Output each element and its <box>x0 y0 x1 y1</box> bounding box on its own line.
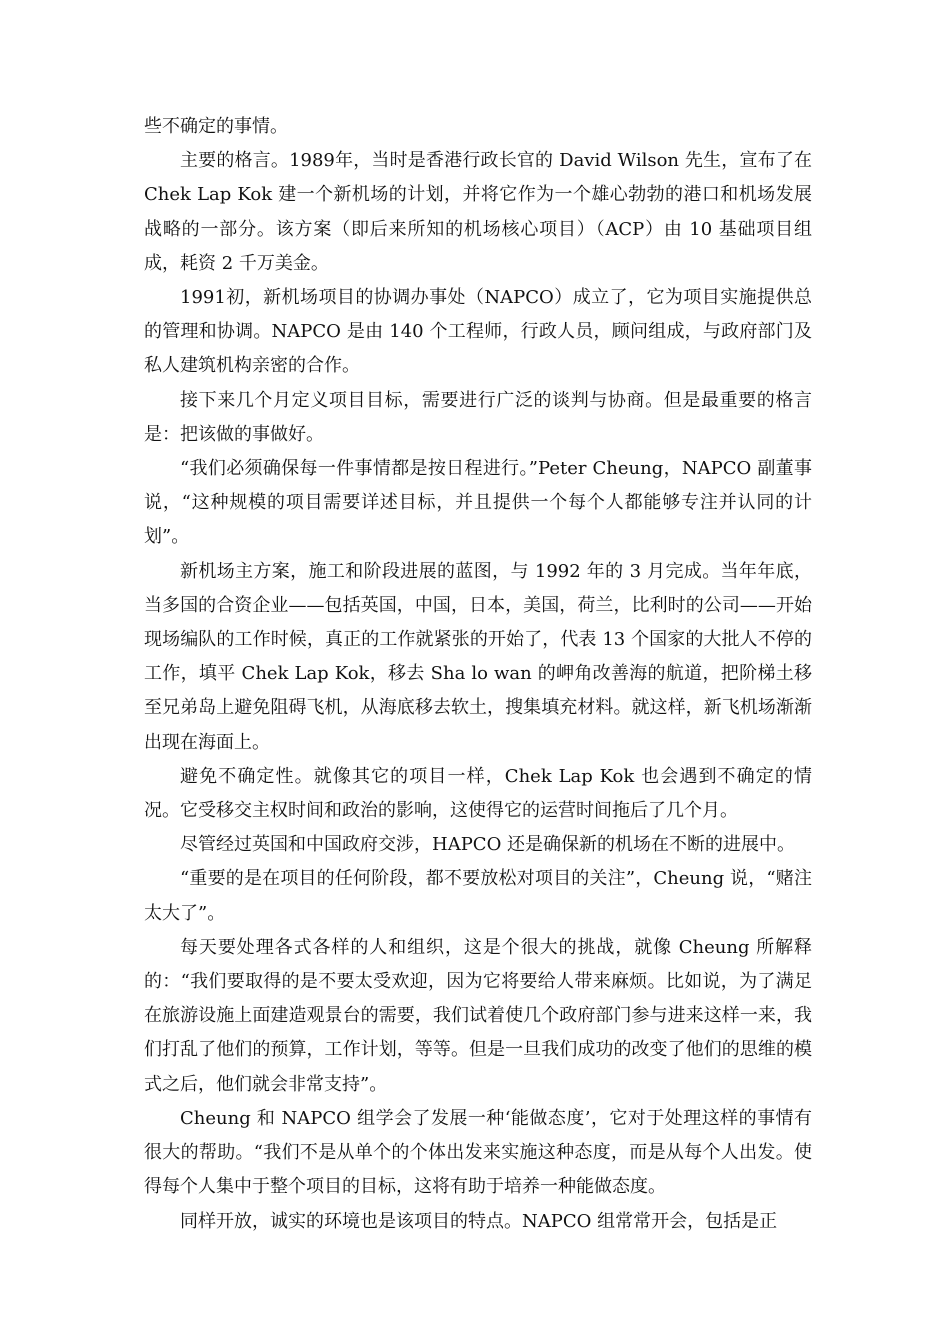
paragraph-1: 些不确定的事情。 <box>144 116 288 137</box>
paragraph-6: 新机场主方案，施工和阶段进展的蓝图，与 1992 年的 3 月完成。当年年底，当多国的合资企业——包括英国，中国，日本，美国，荷兰，比利时的公司——开始现场编队的工作时候，真正的工作就紧张的开始了，代表 13 个国家的大批人不停的工作，填平 Chek Lap Kok，移去 Sha lo wan 的岬角改善海的航道，把阶梯土移至兄弟岛上避免阻碍飞机，从海底移去软土，搜集填充材料。就这样，新飞机场渐渐出现在海面上。 <box>144 560 812 753</box>
paragraph-3: 1991初，新机场项目的协调办事处（NAPCO）成立了，它为项目实施提供总的管理和协调。NAPCO 是由 140 个工程师，行政人员，顾问组成，与政府部门及私人建筑机构亲密的合作。 <box>144 287 812 377</box>
paragraph-7: 避免不确定性。就像其它的项目一样，Chek Lap Kok 也会遇到不确定的情况。它受移交主权时间和政治的影响，这使得它的运营时间拖后了几个月。 <box>144 765 812 822</box>
body-text <box>144 110 812 1239</box>
paragraph-11: Cheung 和 NAPCO 组学会了发展一种‘能做态度’，它对于处理这样的事情有很大的帮助。“我们不是从单个的个体出发来实施这种态度，而是从每个人出发。使得每个人集中于整个项目的目标，这将有助于培养一种能做态度。 <box>144 1107 812 1198</box>
paragraph-2: 主要的格言。1989年，当时是香港行政长官的 David Wilson 先生，宣布了在 Chek Lap Kok 建一个新机场的计划，并将它作为一个雄心勃勃的港口和机场发展战略的一部分。该方案（即后来所知的机场核心项目）（ACP）由 10 基础项目组成，耗资 2 千万美金。 <box>144 150 812 274</box>
paragraph-8: 尽管经过英国和中国政府交涉，HAPCO 还是确保新的机场在不断的进展中。 <box>180 834 796 856</box>
paragraph-4: 接下来几个月定义项目目标，需要进行广泛的谈判与协商。但是最重要的格言是：把该做的事做好。 <box>144 389 812 445</box>
paragraph-9: “重要的是在项目的任何阶段，都不要放松对项目的关注”，Cheung 说，“赌注太大了”。 <box>144 868 812 924</box>
paragraph-10: 每天要处理各式各样的人和组织，这是个很大的挑战，就像 Cheung 所解释的：“我们要取得的是不要太受欢迎，因为它将要给人带来麻烦。比如说，为了满足在旅游设施上面建造观景台的需要，我们试着使几个政府部门参与进来这样一来，我们打乱了他们的预算，工作计划，等等。但是一旦我们成功的改变了他们的思维的模式之后，他们就会非常支持”。 <box>144 936 812 1095</box>
paragraph-12: 同样开放，诚实的环境也是该项目的特点。NAPCO 组常常开会，包括是正 <box>180 1210 778 1232</box>
paragraph-5: “我们必须确保每一件事情都是按日程进行。”Peter Cheung，NAPCO 副董事说，“这种规模的项目需要详述目标，并且提供一个每个人都能够专注并认同的计划”。 <box>144 458 812 548</box>
